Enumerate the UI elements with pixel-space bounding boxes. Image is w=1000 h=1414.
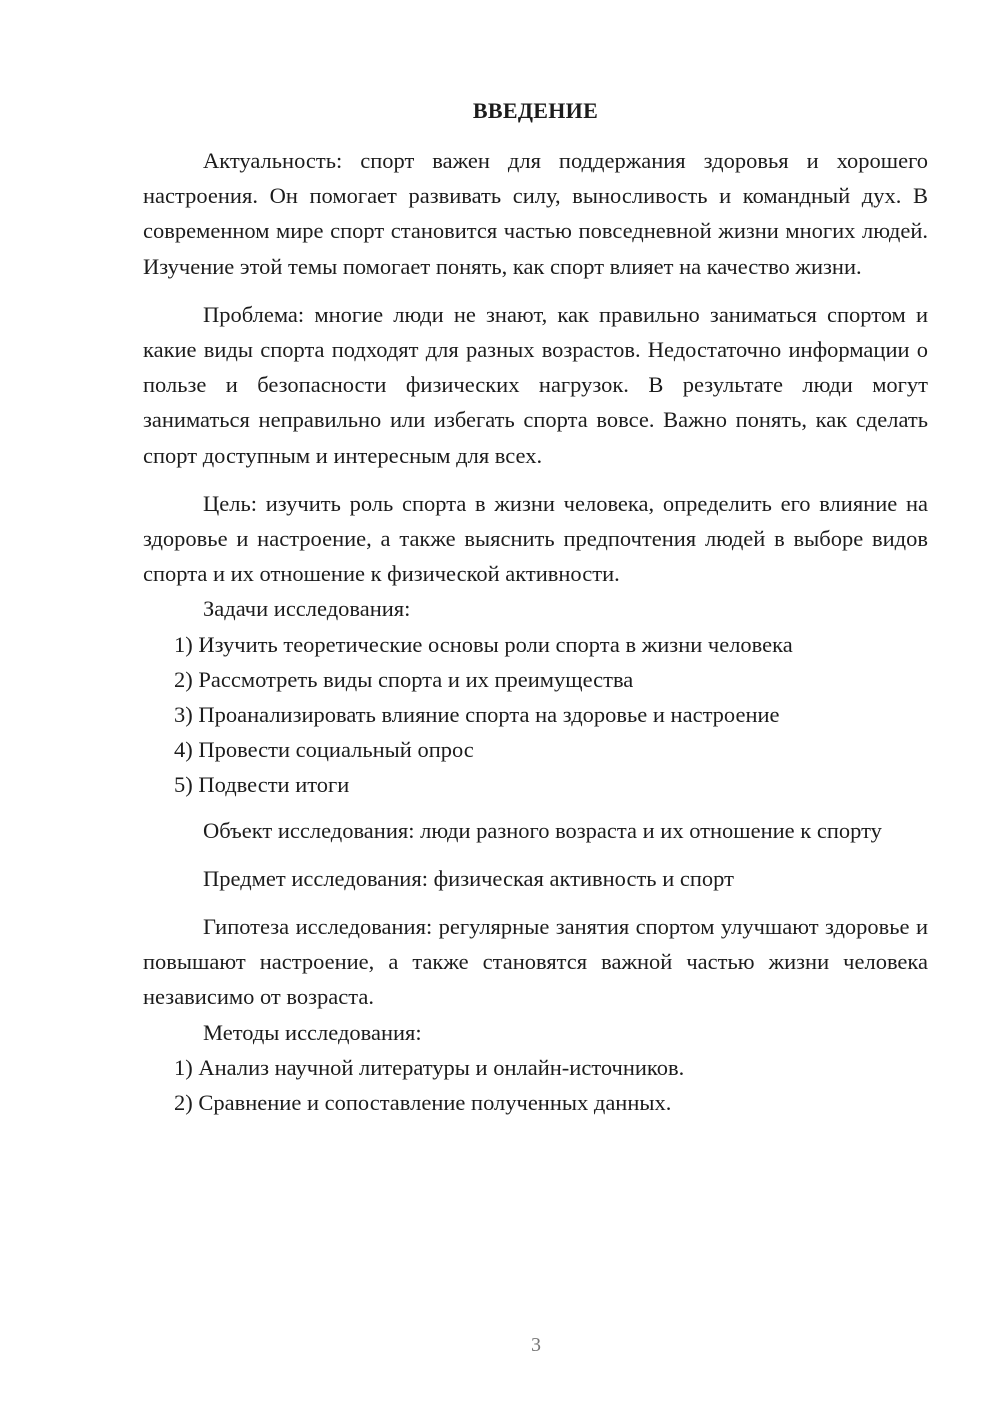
goal-paragraph: Цель: изучить роль спорта в жизни человека, определить его влияние на здоровье и настроение, а также выяснить предпочтения людей в выборе видов спорта и их отношение к физической активности. [143, 490, 928, 587]
problem-paragraph: Проблема: многие люди не знают, как правильно заниматься спортом и какие виды спорта подходят для разных возрастов. Недостаточно информации о пользе и безопасности физических нагрузок. В результате люди могут заниматься неправильно или избегать спорта вовсе. Важно понять, как сделать спорт доступным и интересным для всех. [143, 301, 928, 468]
relevance-paragraph: Актуальность: спорт важен для поддержания здоровья и хорошего настроения. Он помогает развивать силу, выносливость и командный дух. В современном мире спорт становится частью повседневной жизни многих людей. Изучение этой темы помогает понять, как спорт влияет на качество жизни. [143, 148, 928, 279]
task-item: 1) Изучить теоретические основы роли спорта в жизни человека [174, 631, 793, 657]
page-title: ВВЕДЕНИЕ [472, 98, 599, 123]
page-number: 3 [531, 1334, 541, 1356]
document-body [143, 143, 928, 1120]
methods-heading: Методы исследования: [203, 1019, 422, 1045]
task-item: 5) Подвести итоги [174, 772, 350, 798]
method-item: 2) Сравнение и сопоставление полученных данных. [174, 1090, 672, 1116]
tasks-heading: Задачи исследования: [203, 596, 411, 622]
task-item: 4) Провести социальный опрос [174, 737, 474, 763]
task-item: 2) Рассмотреть виды спорта и их преимущества [174, 666, 634, 692]
task-item: 3) Проанализировать влияние спорта на здоровье и настроение [174, 702, 780, 728]
subject-paragraph: Предмет исследования: физическая активность и спорт [203, 865, 734, 891]
object-paragraph: Объект исследования: люди разного возраста и их отношение к спорту [203, 817, 882, 843]
method-item: 1) Анализ научной литературы и онлайн-источников. [174, 1054, 685, 1080]
hypothesis-paragraph: Гипотеза исследования: регулярные занятия спортом улучшают здоровье и повышают настроение, а также становятся важной частью жизни человека независимо от возраста. [143, 914, 928, 1010]
